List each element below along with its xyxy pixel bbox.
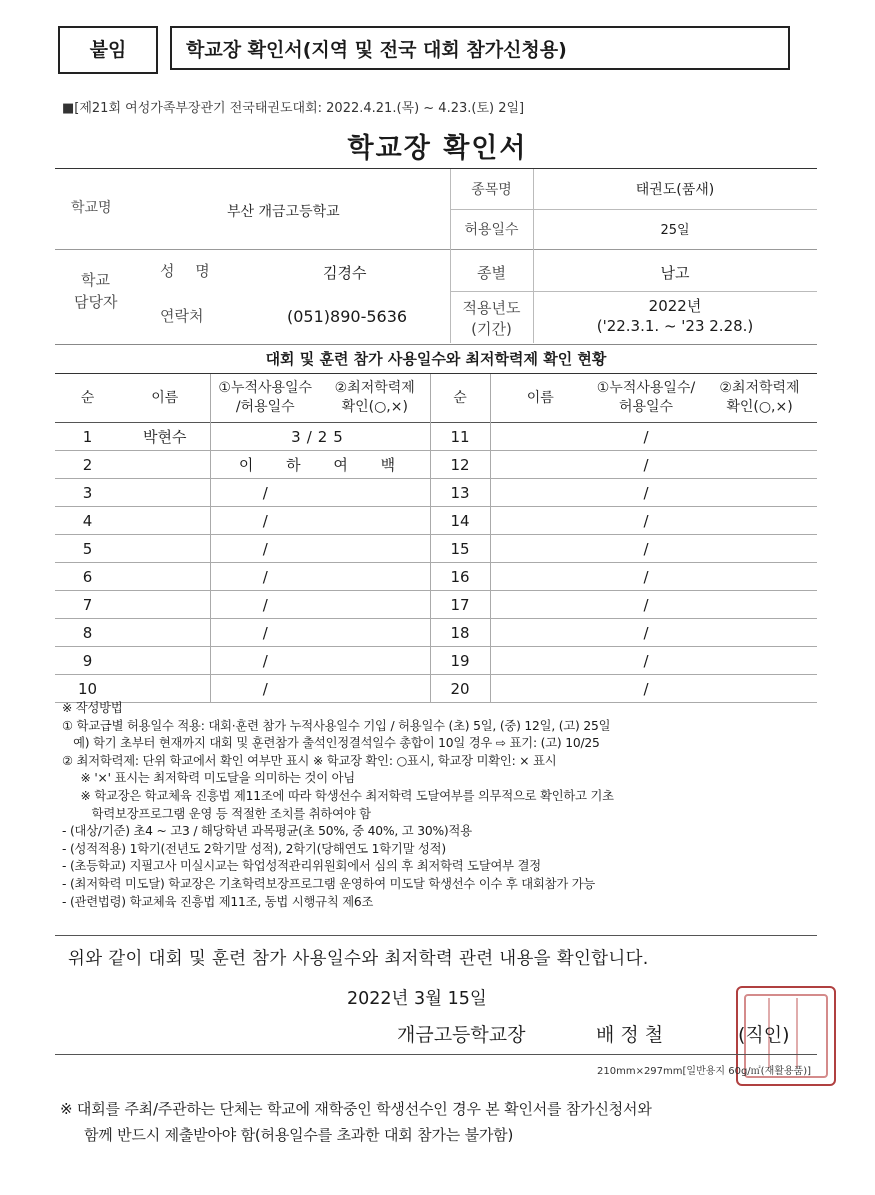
confirmation-text: 위와 같이 대회 및 훈련 참가 사용일수와 최저학력 관련 내용을 확인합니다. [68, 949, 649, 969]
row-name-right [490, 647, 590, 675]
col-days-line1: ①누적사용일수 [218, 380, 313, 396]
col-days-line2: /허용일수 [235, 399, 295, 415]
instruction-line: 예) 학기 초부터 현재까지 대회 및 훈련참가 출석인정결석일수 총합이 10일 경우 ⇨ 표기: (고) 10/25 [62, 736, 600, 751]
year-label-line1: 적용년도 [462, 299, 521, 317]
row-check [320, 647, 430, 675]
instruction-line: - (초등학교) 지필고사 미실시교는 학업성적관리위원회에서 심의 후 최저학력 도달여부 결정 [62, 859, 541, 874]
row-days-right: / [643, 623, 649, 642]
name-value: 김경수 [323, 264, 367, 282]
row-name-right [490, 451, 590, 479]
writing-instructions [62, 700, 822, 911]
year-value-line2: ('22.3.1. ~ '23 2.28.) [596, 317, 754, 335]
row-days: / [210, 647, 320, 675]
col-no-right: 순 [430, 374, 490, 423]
row-check-right [702, 675, 817, 703]
principal-title: 개금고등학교장 [397, 1024, 526, 1046]
row-days: / [210, 619, 320, 647]
row-name [120, 479, 210, 507]
table-row [55, 423, 817, 451]
row-days: / [210, 535, 320, 563]
info-block [55, 168, 817, 343]
event-value: 태권도(품새) [635, 182, 715, 198]
staff-label-line1: 학교 [81, 271, 110, 289]
row-check [320, 675, 430, 703]
row-check [320, 535, 430, 563]
row-check-right [702, 591, 817, 619]
row-no: 9 [82, 651, 93, 670]
row-check-right [702, 619, 817, 647]
row-days: / [210, 563, 320, 591]
row-name-right [490, 507, 590, 535]
row-days-right: / [643, 595, 649, 614]
table-row [55, 619, 817, 647]
row-no-right: 15 [430, 535, 490, 563]
row-days-right: / [643, 511, 649, 530]
row-name [120, 647, 210, 675]
row-no-right: 11 [430, 423, 490, 451]
row-check-right [702, 563, 817, 591]
row-days: 이 하 여 백 [210, 451, 430, 479]
row-check [320, 591, 430, 619]
row-check-right [702, 423, 817, 451]
row-days-right: / [643, 427, 649, 446]
allowed-days-label: 허용일수 [464, 222, 519, 238]
row-no: 10 [77, 679, 98, 698]
year-label-line2: (기간) [471, 320, 512, 338]
contact-value: (051)890-5636 [287, 307, 408, 326]
row-name [120, 451, 210, 479]
footer-note-line2: 함께 반드시 제출받아야 함(허용일수를 초과한 대회 참가는 불가함) [84, 1126, 514, 1144]
row-no-right: 19 [430, 647, 490, 675]
row-name [120, 535, 210, 563]
col-name: 이름 [151, 389, 179, 406]
row-name [120, 507, 210, 535]
event-line: ■[제21회 여성가족부장관기 전국태권도대회: 2022.4.21.(목) ~ 4.23.(토) 2일] [62, 101, 525, 116]
table-row [55, 591, 817, 619]
row-days-right: / [643, 651, 649, 670]
row-check [320, 619, 430, 647]
row-no-right: 12 [430, 451, 490, 479]
row-check-right [702, 647, 817, 675]
row-name-right [490, 591, 590, 619]
row-days: / [210, 591, 320, 619]
principal-name: 배 정 철 [596, 1024, 664, 1046]
seal-mark: (직인) [738, 1024, 790, 1046]
footer-note-line1: ※ 대회를 주최/주관하는 단체는 학교에 재학중인 학생선수인 경우 본 확인서를 참가신청서와 [60, 1100, 652, 1118]
row-days: / [210, 479, 320, 507]
table-row [55, 675, 817, 703]
table-title: 대회 및 훈련 참가 사용일수와 최저학력제 확인 현황 [55, 344, 817, 374]
table-row [55, 451, 817, 479]
col-days-right-line2: 허용일수 [618, 399, 674, 415]
attachment-tag: 붙임 [58, 26, 158, 74]
gender-label: 종별 [477, 264, 506, 282]
row-no-right: 17 [430, 591, 490, 619]
table-header-row [55, 374, 817, 423]
year-value-line1: 2022년 [648, 297, 702, 315]
row-check [320, 563, 430, 591]
table-row [55, 535, 817, 563]
row-check [320, 507, 430, 535]
row-no: 5 [82, 539, 93, 558]
paper-spec: 210mm×297mm[일반용지 60g/㎡(재활용품)] [597, 1066, 812, 1077]
banner-title: 학교장 확인서(지역 및 전국 대회 참가신청용) [170, 26, 790, 70]
row-no-right: 18 [430, 619, 490, 647]
row-name-right [490, 675, 590, 703]
instruction-line: ※ '×' 표시는 최저학력 미도달을 의미하는 것이 아님 [62, 771, 355, 786]
row-days-right: / [643, 539, 649, 558]
row-no: 8 [82, 623, 93, 642]
row-days: / [210, 675, 320, 703]
allowed-days-value: 25일 [660, 223, 690, 238]
row-name-right [490, 619, 590, 647]
row-check-right [702, 479, 817, 507]
col-no: 순 [80, 389, 95, 406]
row-no: 3 [82, 483, 93, 502]
table-row [55, 479, 817, 507]
row-days-right: / [643, 483, 649, 502]
name-label: 성 명 [160, 262, 210, 280]
row-no-right: 13 [430, 479, 490, 507]
school-label: 학교명 [71, 200, 112, 216]
row-check-right [702, 535, 817, 563]
instruction-line: 학력보장프로그램 운영 등 적절한 조치를 취하여야 함 [62, 806, 371, 821]
usage-table [55, 374, 817, 703]
col-name-right: 이름 [490, 374, 590, 423]
col-check-line2: 확인(○,×) [341, 399, 408, 415]
row-check-right [702, 507, 817, 535]
row-name-right [490, 563, 590, 591]
col-check-right-line1: ②최저학력제 [719, 380, 800, 396]
row-no-right: 20 [430, 675, 490, 703]
row-no: 6 [82, 567, 93, 586]
contact-label: 연락처 [160, 307, 204, 325]
row-days: / [210, 507, 320, 535]
row-name: 박현수 [143, 428, 187, 446]
table-row [55, 563, 817, 591]
document-title: 학교장 확인서 [347, 133, 528, 164]
col-check-line1: ②최저학력제 [334, 380, 415, 396]
col-check-right-line2: 확인(○,×) [726, 399, 793, 415]
row-days-right: / [643, 679, 649, 698]
row-check [320, 479, 430, 507]
row-no-right: 16 [430, 563, 490, 591]
row-name-right [490, 423, 590, 451]
row-no: 7 [82, 595, 93, 614]
row-name [120, 563, 210, 591]
instruction-line: - (대상/기준) 초4 ~ 고3 / 해당학년 과목평균(초 50%, 중 40%, 고 30%)적용 [62, 824, 472, 839]
col-days-right [590, 374, 702, 423]
row-no: 4 [82, 511, 93, 530]
instruction-line: ※ 작성방법 [62, 701, 123, 715]
col-days [210, 374, 320, 423]
row-name [120, 619, 210, 647]
row-no-right: 14 [430, 507, 490, 535]
issue-date: 2022년 3월 15일 [347, 989, 487, 1009]
instruction-line: ① 학교급별 허용일수 적용: 대회·훈련 참가 누적사용일수 기입 / 허용일수 (초) 5일, (중) 12일, (고) 25일 [62, 718, 611, 733]
row-no: 2 [82, 455, 93, 474]
row-days: 3/25 [210, 423, 430, 451]
col-check-right [702, 374, 817, 423]
staff-label-line2: 담당자 [74, 293, 118, 311]
instruction-line: ※ 학교장은 학교체육 진흥법 제11조에 따라 학생선수 최저학력 도달여부를 의무적으로 확인하고 기초 [62, 788, 614, 803]
row-days-right: / [643, 567, 649, 586]
row-check-right [702, 451, 817, 479]
instruction-line: ② 최저학력제: 단위 학교에서 확인 여부만 표시 ※ 학교장 확인: ○표시, 학교장 미확인: × 표시 [62, 753, 557, 768]
table-row [55, 647, 817, 675]
row-no: 1 [82, 427, 93, 446]
row-name-right [490, 535, 590, 563]
instruction-line: - (최저학력 미도달) 학교장은 기초학력보장프로그램 운영하여 미도달 학생선수 이수 후 대회참가 가능 [62, 876, 596, 891]
row-name-right [490, 479, 590, 507]
row-name [120, 591, 210, 619]
row-name [120, 675, 210, 703]
col-days-right-line1: ①누적사용일수/ [596, 380, 696, 396]
school-value: 부산 개금고등학교 [227, 204, 340, 220]
instruction-line: - (관련법령) 학교체육 진흥법 제11조, 동법 시행규칙 제6조 [62, 894, 374, 909]
event-label: 종목명 [471, 182, 512, 198]
row-days-right: / [643, 455, 649, 474]
gender-value: 남고 [660, 264, 690, 282]
table-row [55, 507, 817, 535]
instruction-line: - (성적적용) 1학기(전년도 2학기말 성적), 2학기(당해연도 1학기말 성적) [62, 841, 446, 856]
col-check [320, 374, 430, 423]
